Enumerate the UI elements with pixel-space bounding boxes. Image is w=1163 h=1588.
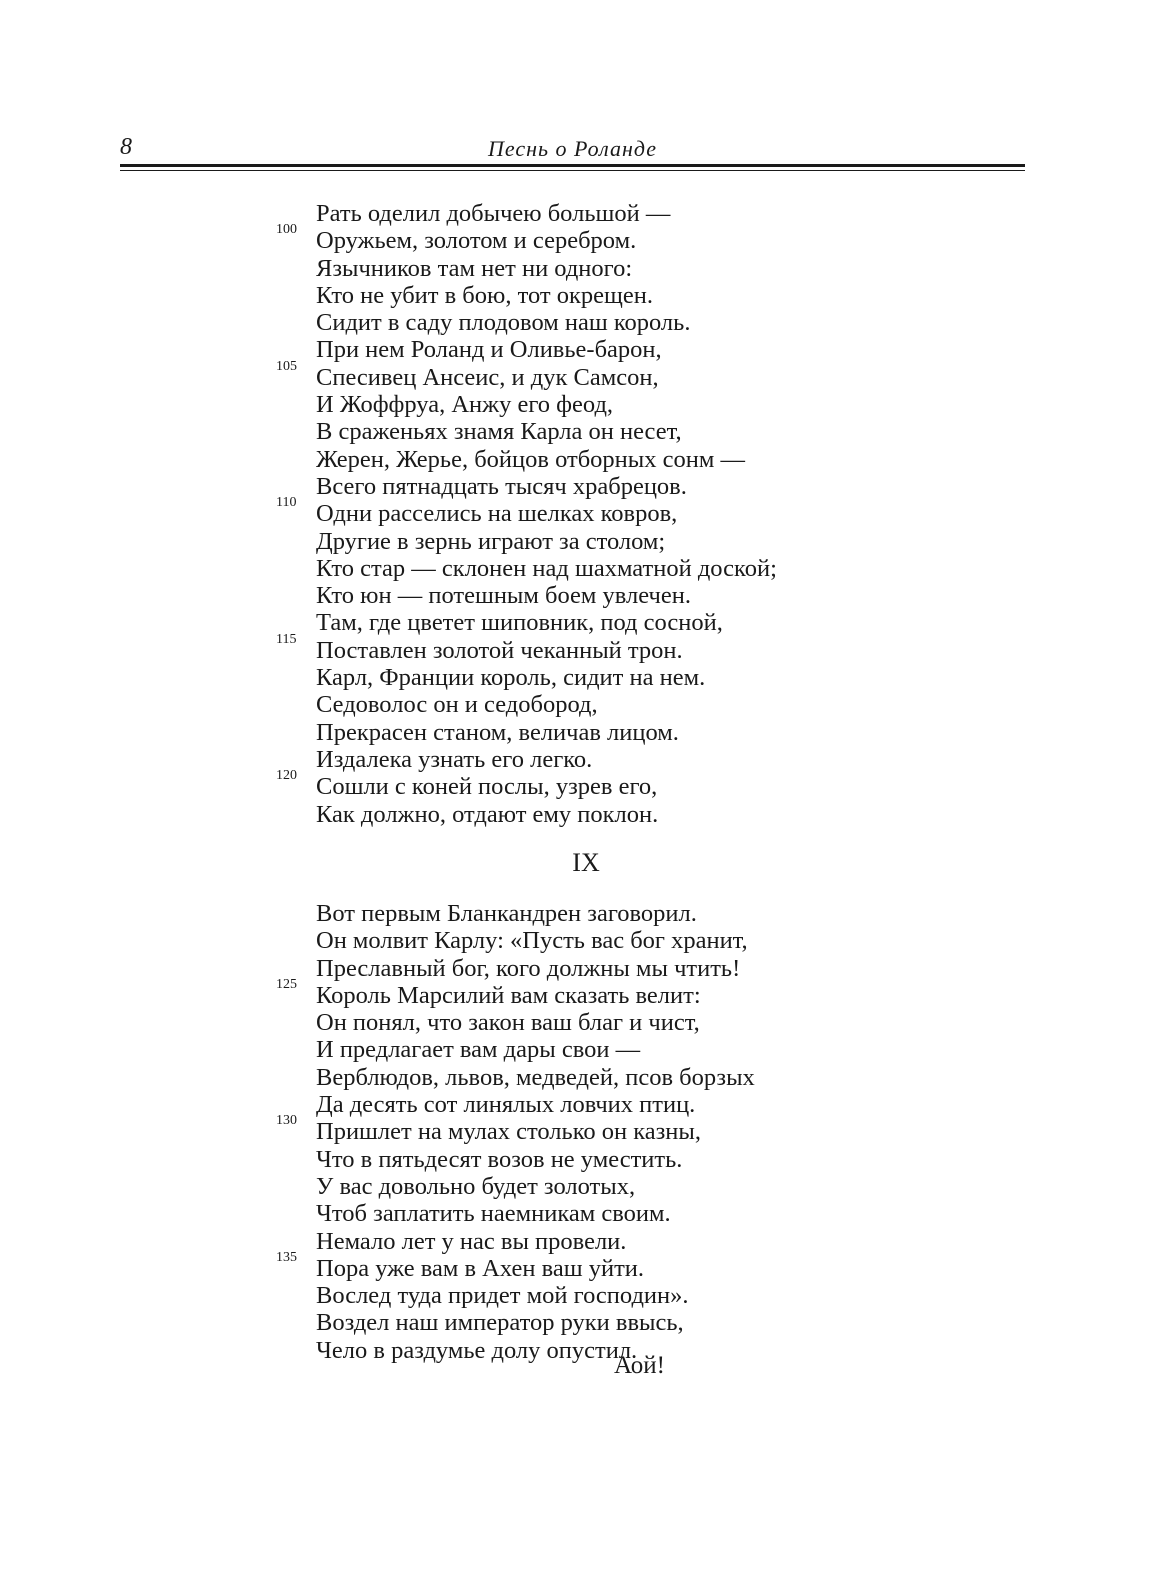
verse-line xyxy=(276,1282,896,1309)
verse-text: Рать оделил добычею большой — xyxy=(316,200,671,227)
verse-text: Пришлет на мулах столько он казны, xyxy=(316,1118,702,1146)
verse-text: Сидит в саду плодовом наш король. xyxy=(316,309,691,337)
verse-text: Спесивец Ансеис, и дук Самсон, xyxy=(316,363,659,391)
verse-line xyxy=(276,1173,896,1200)
verse-line xyxy=(276,309,896,336)
verse-text: В сраженьях знамя Карла он несет, xyxy=(316,418,682,446)
verse-line xyxy=(276,1036,896,1063)
verse-text: Вот первым Бланкандрен заговорил. xyxy=(316,900,697,927)
verse-line xyxy=(276,200,896,227)
verse-line xyxy=(276,768,896,801)
verse-line xyxy=(276,582,896,609)
verse-text: У вас довольно будет золотых, xyxy=(316,1172,636,1200)
verse-line xyxy=(276,1337,896,1364)
verse-line xyxy=(276,927,896,954)
verse-text: Немало лет у нас вы провели. xyxy=(316,1227,627,1255)
section-heading xyxy=(276,848,896,878)
verse-text: Кто стар — склонен над шахматной доской; xyxy=(316,554,777,582)
verse-line xyxy=(276,609,896,636)
verse-text: Оружьем, золотом и серебром. xyxy=(316,227,637,255)
verse-line xyxy=(276,1113,896,1146)
verse-text: Что в пятьдесят возов не уместить. xyxy=(316,1145,683,1173)
verse-text: Король Марсилий вам сказать велит: xyxy=(316,981,701,1009)
verse-text: И Жоффруа, Анжу его феод, xyxy=(316,391,614,419)
verse-line xyxy=(276,719,896,746)
page-number: 8 xyxy=(120,134,132,160)
verse-text: Сошли с коней послы, узрев его, xyxy=(316,773,658,801)
verse-line xyxy=(276,900,896,927)
page-header xyxy=(120,134,1025,174)
line-number: 135 xyxy=(276,1249,297,1265)
verse-text: Другие в зернь играют за столом; xyxy=(316,527,666,555)
verse-text: Поставлен золотой чеканный трон. xyxy=(316,636,683,664)
verse-text: Жерен, Жерье, бойцов отборных сонм — xyxy=(316,445,745,473)
verse-text: Да десять сот линялых ловчих птиц. xyxy=(316,1091,696,1119)
verse-text: Издалека узнать его легко. xyxy=(316,745,593,773)
line-number: 120 xyxy=(276,768,297,784)
header-rule-thin xyxy=(120,170,1025,171)
verse-text: Преславный бог, кого должны мы чтить! xyxy=(316,954,741,982)
verse-text: Он понял, что закон ваш благ и чист, xyxy=(316,1009,700,1037)
line-number: 110 xyxy=(276,495,297,511)
verse-line xyxy=(276,1309,896,1336)
verse-line xyxy=(276,1200,896,1227)
line-number: 115 xyxy=(276,631,297,647)
stanza-ix xyxy=(276,900,896,1364)
verse-line xyxy=(276,282,896,309)
verse-line xyxy=(276,1146,896,1173)
verse-line xyxy=(276,746,896,773)
section-heading-text: IX xyxy=(572,848,600,877)
verse-line xyxy=(276,255,896,282)
verse-line xyxy=(276,446,896,473)
verse-line xyxy=(276,1064,896,1091)
verse-text: Пора уже вам в Ахен ваш уйти. xyxy=(316,1254,645,1282)
verse-line xyxy=(276,495,896,528)
verse-line xyxy=(276,976,896,1009)
verse-text: Верблюдов, львов, медведей, псов борзых xyxy=(316,1063,755,1091)
verse-line xyxy=(276,1249,896,1282)
stanza-viii xyxy=(276,200,896,828)
header-rule-thick xyxy=(120,164,1025,167)
verse-line xyxy=(276,631,896,664)
verse-text: Карл, Франции король, сидит на нем. xyxy=(316,664,706,692)
line-number: 125 xyxy=(276,976,297,992)
verse-line xyxy=(276,222,896,255)
verse-text: Кто не убит в бою, тот окрещен. xyxy=(316,281,653,309)
verse-line xyxy=(276,664,896,691)
verse-line xyxy=(276,1009,896,1036)
running-title: Песнь о Роланде xyxy=(487,136,658,161)
verse-line xyxy=(276,1091,896,1118)
refrain-aoi: Аой! xyxy=(614,1352,665,1379)
verse-text: Язычников там нет ни одного: xyxy=(316,254,633,282)
verse-line xyxy=(276,528,896,555)
verse-line xyxy=(276,418,896,445)
verse-text: Вослед туда придет мой господин». xyxy=(316,1282,689,1310)
verse-text: Чело в раздумье долу опустил. xyxy=(316,1336,638,1364)
verse-text: Там, где цветет шиповник, под сосной, xyxy=(316,609,723,637)
verse-text: Он молвит Карлу: «Пусть вас бог хранит, xyxy=(316,927,748,955)
line-number: 105 xyxy=(276,358,297,374)
verse-line xyxy=(276,691,896,718)
verse-text: Кто юн — потешным боем увлечен. xyxy=(316,582,691,610)
verse-text: Чтоб заплатить наемникам своим. xyxy=(316,1200,671,1228)
verse-line xyxy=(276,1228,896,1255)
line-number: 130 xyxy=(276,1113,297,1129)
verse-text: Всего пятнадцать тысяч храбрецов. xyxy=(316,472,687,500)
verse-text: Одни расселись на шелках ковров, xyxy=(316,500,678,528)
verse-text: Воздел наш император руки ввысь, xyxy=(316,1309,684,1337)
verse-text: И предлагает вам дары свои — xyxy=(316,1036,641,1064)
verse-text: Как должно, отдают ему поклон. xyxy=(316,800,659,828)
verse-text: При нем Роланд и Оливье-барон, xyxy=(316,336,662,364)
verse-line xyxy=(276,555,896,582)
verse-line xyxy=(276,336,896,363)
verse-line xyxy=(276,391,896,418)
line-number: 100 xyxy=(276,222,297,238)
verse-text: Седоволос он и седобород, xyxy=(316,691,598,719)
verse-line xyxy=(276,955,896,982)
verse-text: Прекрасен станом, величав лицом. xyxy=(316,718,679,746)
verse-line xyxy=(276,473,896,500)
verse-line xyxy=(276,801,896,828)
verse-line xyxy=(276,358,896,391)
